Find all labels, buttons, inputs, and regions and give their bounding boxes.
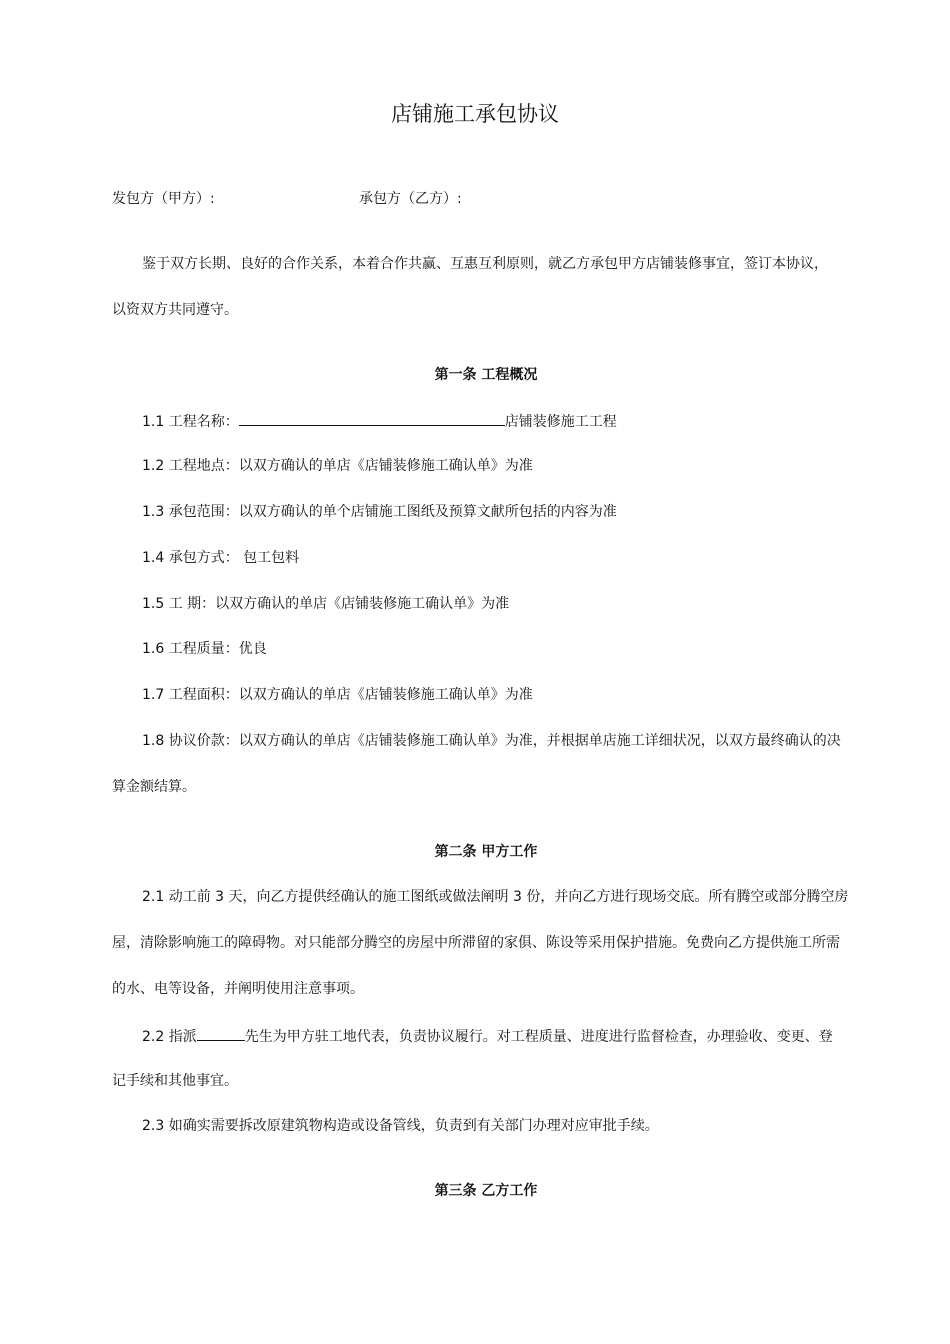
party-a-label: 发包方（甲方）: [112,191,215,207]
item-1-7: 1.7 工程面积：以双方确认的单店《店铺装修施工确认单》为准 [142,687,533,703]
section-3-heading: 第三条 乙方工作 [434,1183,538,1199]
item-2-1-line-3: 的水、电等设备，并阐明使用注意事项。 [112,981,364,997]
intro-line-1: 鉴于双方长期、良好的合作关系，本着合作共赢、互惠互利原则，就乙方承包甲方店铺装修事宜，签订本协议， [142,256,828,272]
project-name-blank [239,410,505,426]
item-1-5: 1.5 工 期：以双方确认的单店《店铺装修施工确认单》为准 [142,596,510,612]
item-2-2-text: 先生为甲方驻工地代表，负责协议履行。对工程质量、进度进行监督检查，办理验收、变更、登 [244,1029,833,1045]
item-1-1 [142,410,617,432]
item-1-8-line-2: 算金额结算。 [112,779,196,795]
item-1-1-label: 1.1 工程名称： [142,414,239,430]
representative-blank [197,1025,245,1041]
section-1-heading: 第一条 工程概况 [434,367,538,383]
item-1-4: 1.4 承包方式： 包工包料 [142,550,300,566]
item-1-6: 1.6 工程质量：优良 [142,641,267,657]
document-title: 店铺施工承包协议 [391,102,559,126]
item-1-1-suffix: 店铺装修施工工程 [504,414,617,430]
item-2-2-line-2: 记手续和其他事宜。 [112,1073,238,1089]
item-2-2-label: 2.2 指派 [142,1029,197,1045]
item-2-3: 2.3 如确实需要拆改原建筑物构造或设备管线，负责到有关部门办理对应审批手续。 [142,1118,659,1134]
section-2-heading: 第二条 甲方工作 [434,844,538,860]
item-1-8-line-1: 1.8 协议价款：以双方确认的单店《店铺装修施工确认单》为准，并根据单店施工详细状况，以双方最终确认的决 [142,733,841,749]
party-b-label: 承包方（乙方）: [359,191,462,207]
intro-line-2: 以资双方共同遵守。 [112,302,238,318]
item-1-3: 1.3 承包范围：以双方确认的单个店铺施工图纸及预算文献所包括的内容为准 [142,504,617,520]
item-2-1-line-2: 屋，清除影响施工的障碍物。对只能部分腾空的房屋中所滞留的家俱、陈设等采用保护措施。免费向乙方提供施工所需 [112,935,840,951]
item-2-2-line-1 [142,1025,833,1047]
item-1-2: 1.2 工程地点：以双方确认的单店《店铺装修施工确认单》为准 [142,458,533,474]
item-2-1-line-1: 2.1 动工前 3 天，向乙方提供经确认的施工图纸或做法阐明 3 份，并向乙方进行现场交底。所有腾空或部分腾空房 [142,889,849,905]
